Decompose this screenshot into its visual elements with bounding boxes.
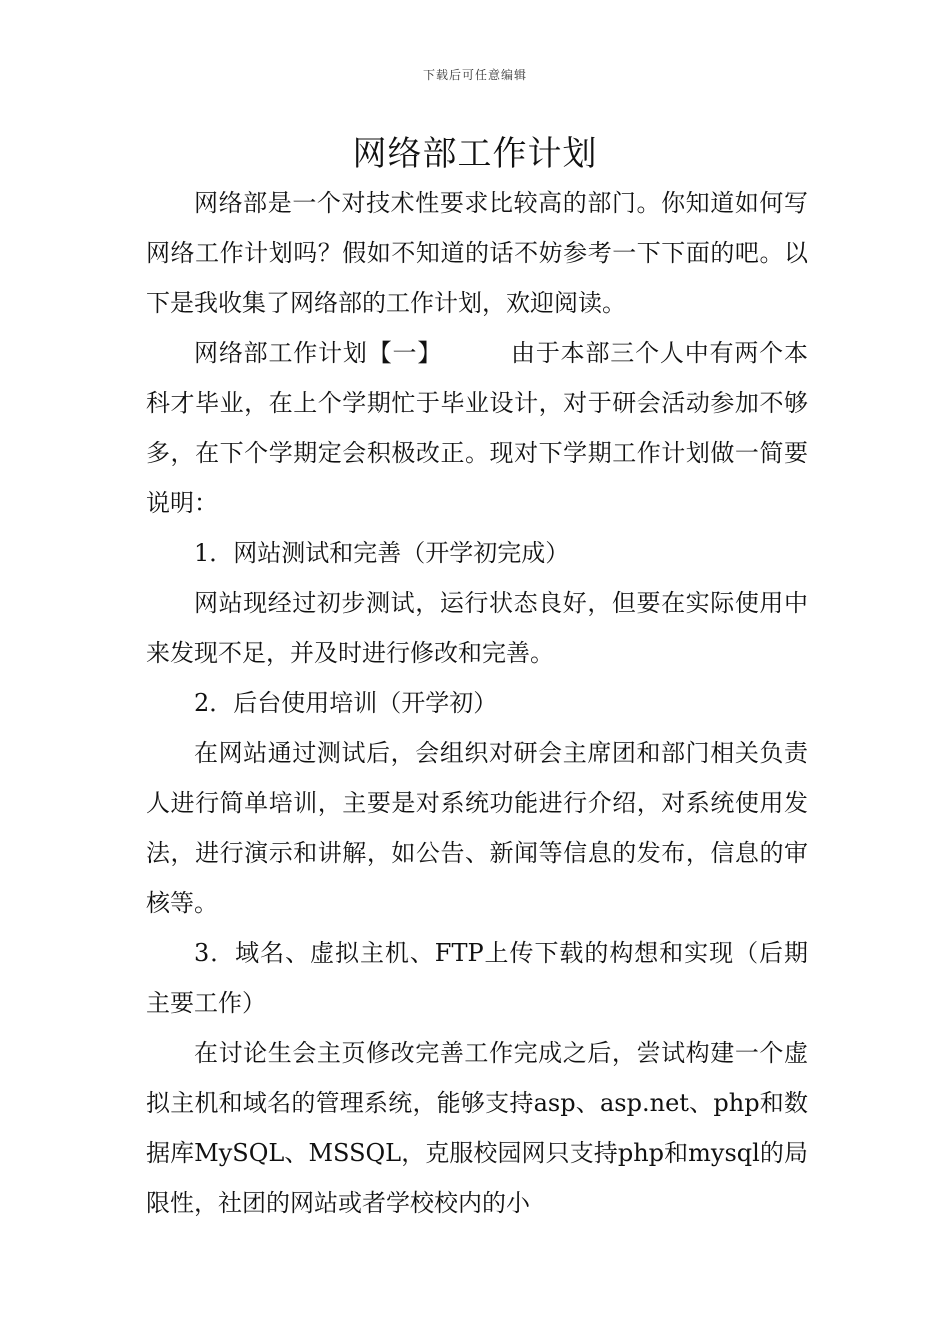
item-two-body: 在网站通过测试后，会组织对研会主席团和部门相关负责人进行简单培训，主要是对系统功能进行介绍，对系统使用发法，进行演示和讲解，如公告、新闻等信息的发布，信息的审核等。 — [146, 739, 808, 917]
intro-paragraph: 网络部是一个对技术性要求比较高的部门。你知道如何写网络工作计划吗？假如不知道的话不妨参考一下下面的吧。以下是我收集了网络部的工作计划，欢迎阅读。 — [146, 189, 808, 317]
document-title: 网络部工作计划 — [352, 134, 598, 174]
document-body — [146, 178, 808, 1228]
item-one-body: 网站现经过初步测试，运行状态良好，但要在实际使用中来发现不足，并及时进行修改和完善。 — [146, 589, 808, 667]
plan-one-heading: 网络部工作计划【一】 — [194, 339, 443, 367]
item-three-body: 在讨论生会主页修改完善工作完成之后，尝试构建一个虚拟主机和域名的管理系统，能够支持asp、asp.net、php和数据库MySQL、MSSQL，克服校园网只支持php和mysql的局限性，社团的网站或者学校校内的小 — [146, 1039, 808, 1217]
plan-one-paragraph — [146, 328, 808, 528]
header-note: 下载后可任意编辑 — [422, 68, 527, 82]
item-one-heading: 1．网站测试和完善（开学初完成） — [194, 539, 570, 567]
item-two-heading: 2．后台使用培训（开学初） — [194, 689, 498, 717]
item-three-heading: 3．域名、虚拟主机、FTP上传下载的构想和实现（后期主要工作） — [146, 939, 808, 1017]
plan-one-body: 由于本部三个人中有两个本科才毕业，在上个学期忙于毕业设计，对于研会活动参加不够多，在下个学期定会积极改正。现对下学期工作计划做一简要说明： — [146, 339, 809, 517]
